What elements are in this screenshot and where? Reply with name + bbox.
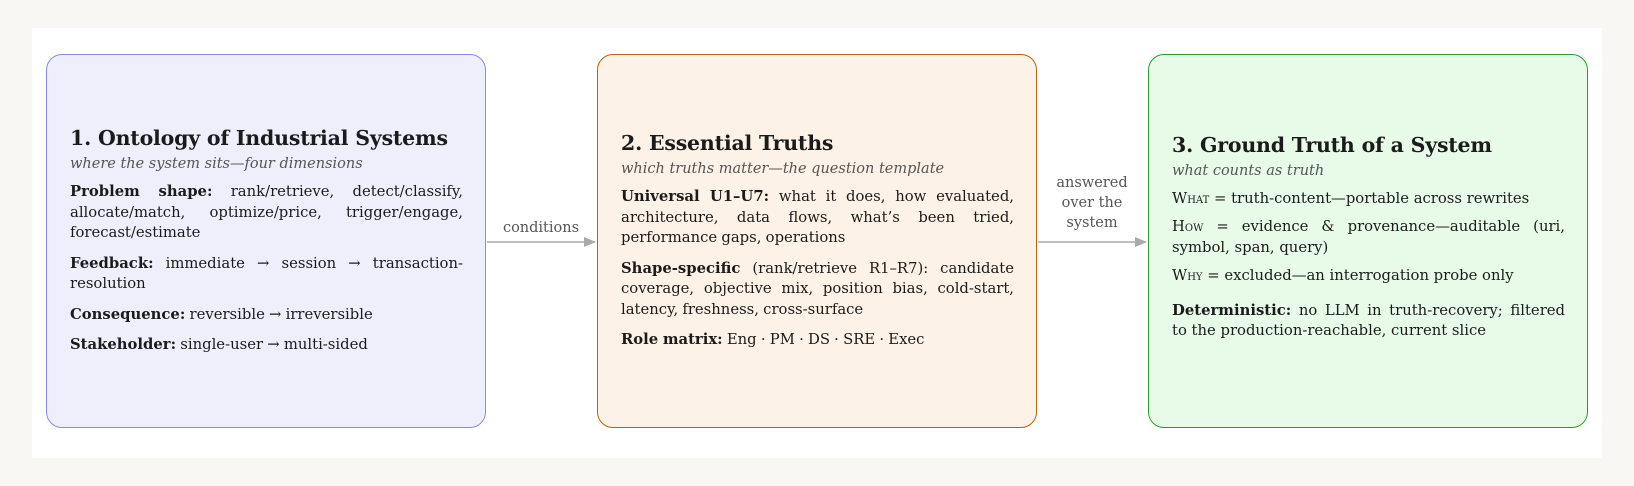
universal-text: what it does, how evaluated, architecture, data flows, what’s been tried, performance gaps, operations [621, 188, 1014, 247]
role-matrix-label: Role matrix: [621, 331, 723, 349]
universal-label: Universal U1–U7: [621, 188, 770, 206]
essential-truths-title: 2. Essential Truths [621, 131, 834, 156]
deterministic-label: Deterministic: [1172, 301, 1292, 319]
stakeholder-label: Stakeholder: [70, 336, 177, 354]
role-matrix-text: Eng · PM · DS · SRE · Exec [722, 331, 925, 349]
answered-label-line-2: over the [1061, 195, 1123, 211]
ground-truth-subtitle: what counts as truth [1172, 162, 1325, 179]
deterministic-text: no LLM in truth-recovery; filtered to the production-reachable, current slice [1172, 301, 1565, 339]
how-text: = evidence & provenance—auditable (uri, symbol, span, query) [1172, 218, 1565, 256]
conditions-label: conditions [502, 220, 580, 236]
feedback-text: immediate → session → transaction-resolution [70, 254, 463, 293]
answered-label [1038, 173, 1146, 233]
why-term: Why [1172, 267, 1203, 284]
ground-truth-title: 3. Ground Truth of a System [1172, 132, 1492, 157]
what-term: What [1172, 189, 1210, 207]
answered-label-line-1: answered [1056, 175, 1128, 191]
ontology-title: 1. Ontology of Industrial Systems [70, 126, 448, 151]
why-text: = excluded—an interrogation probe only [1202, 267, 1514, 284]
shape-specific-text: (rank/retrieve R1–R7): candidate coverage, objective mix, position bias, cold-start, latency, freshness, cross-surface [621, 259, 1014, 318]
consequence-text: reversible → irreversible [185, 305, 373, 323]
consequence-label: Consequence: [70, 305, 186, 323]
answered-label-line-3: system [1066, 215, 1118, 231]
problem-shape-label: Problem shape: [70, 183, 213, 201]
how-term: How [1172, 218, 1204, 235]
what-text: = truth-content—portable across rewrites [1209, 189, 1530, 207]
essential-truths-subtitle: which truths matter—the question template [621, 161, 945, 178]
stakeholder-text: single-user → multi-sided [176, 336, 368, 354]
feedback-label: Feedback: [70, 254, 154, 272]
ontology-subtitle: where the system sits—four dimensions [70, 156, 363, 173]
shape-specific-label: Shape-specific [621, 259, 741, 277]
problem-shape-text: rank/retrieve, detect/classify, allocate/match, optimize/price, trigger/engage, forecast/estimate [70, 183, 463, 242]
